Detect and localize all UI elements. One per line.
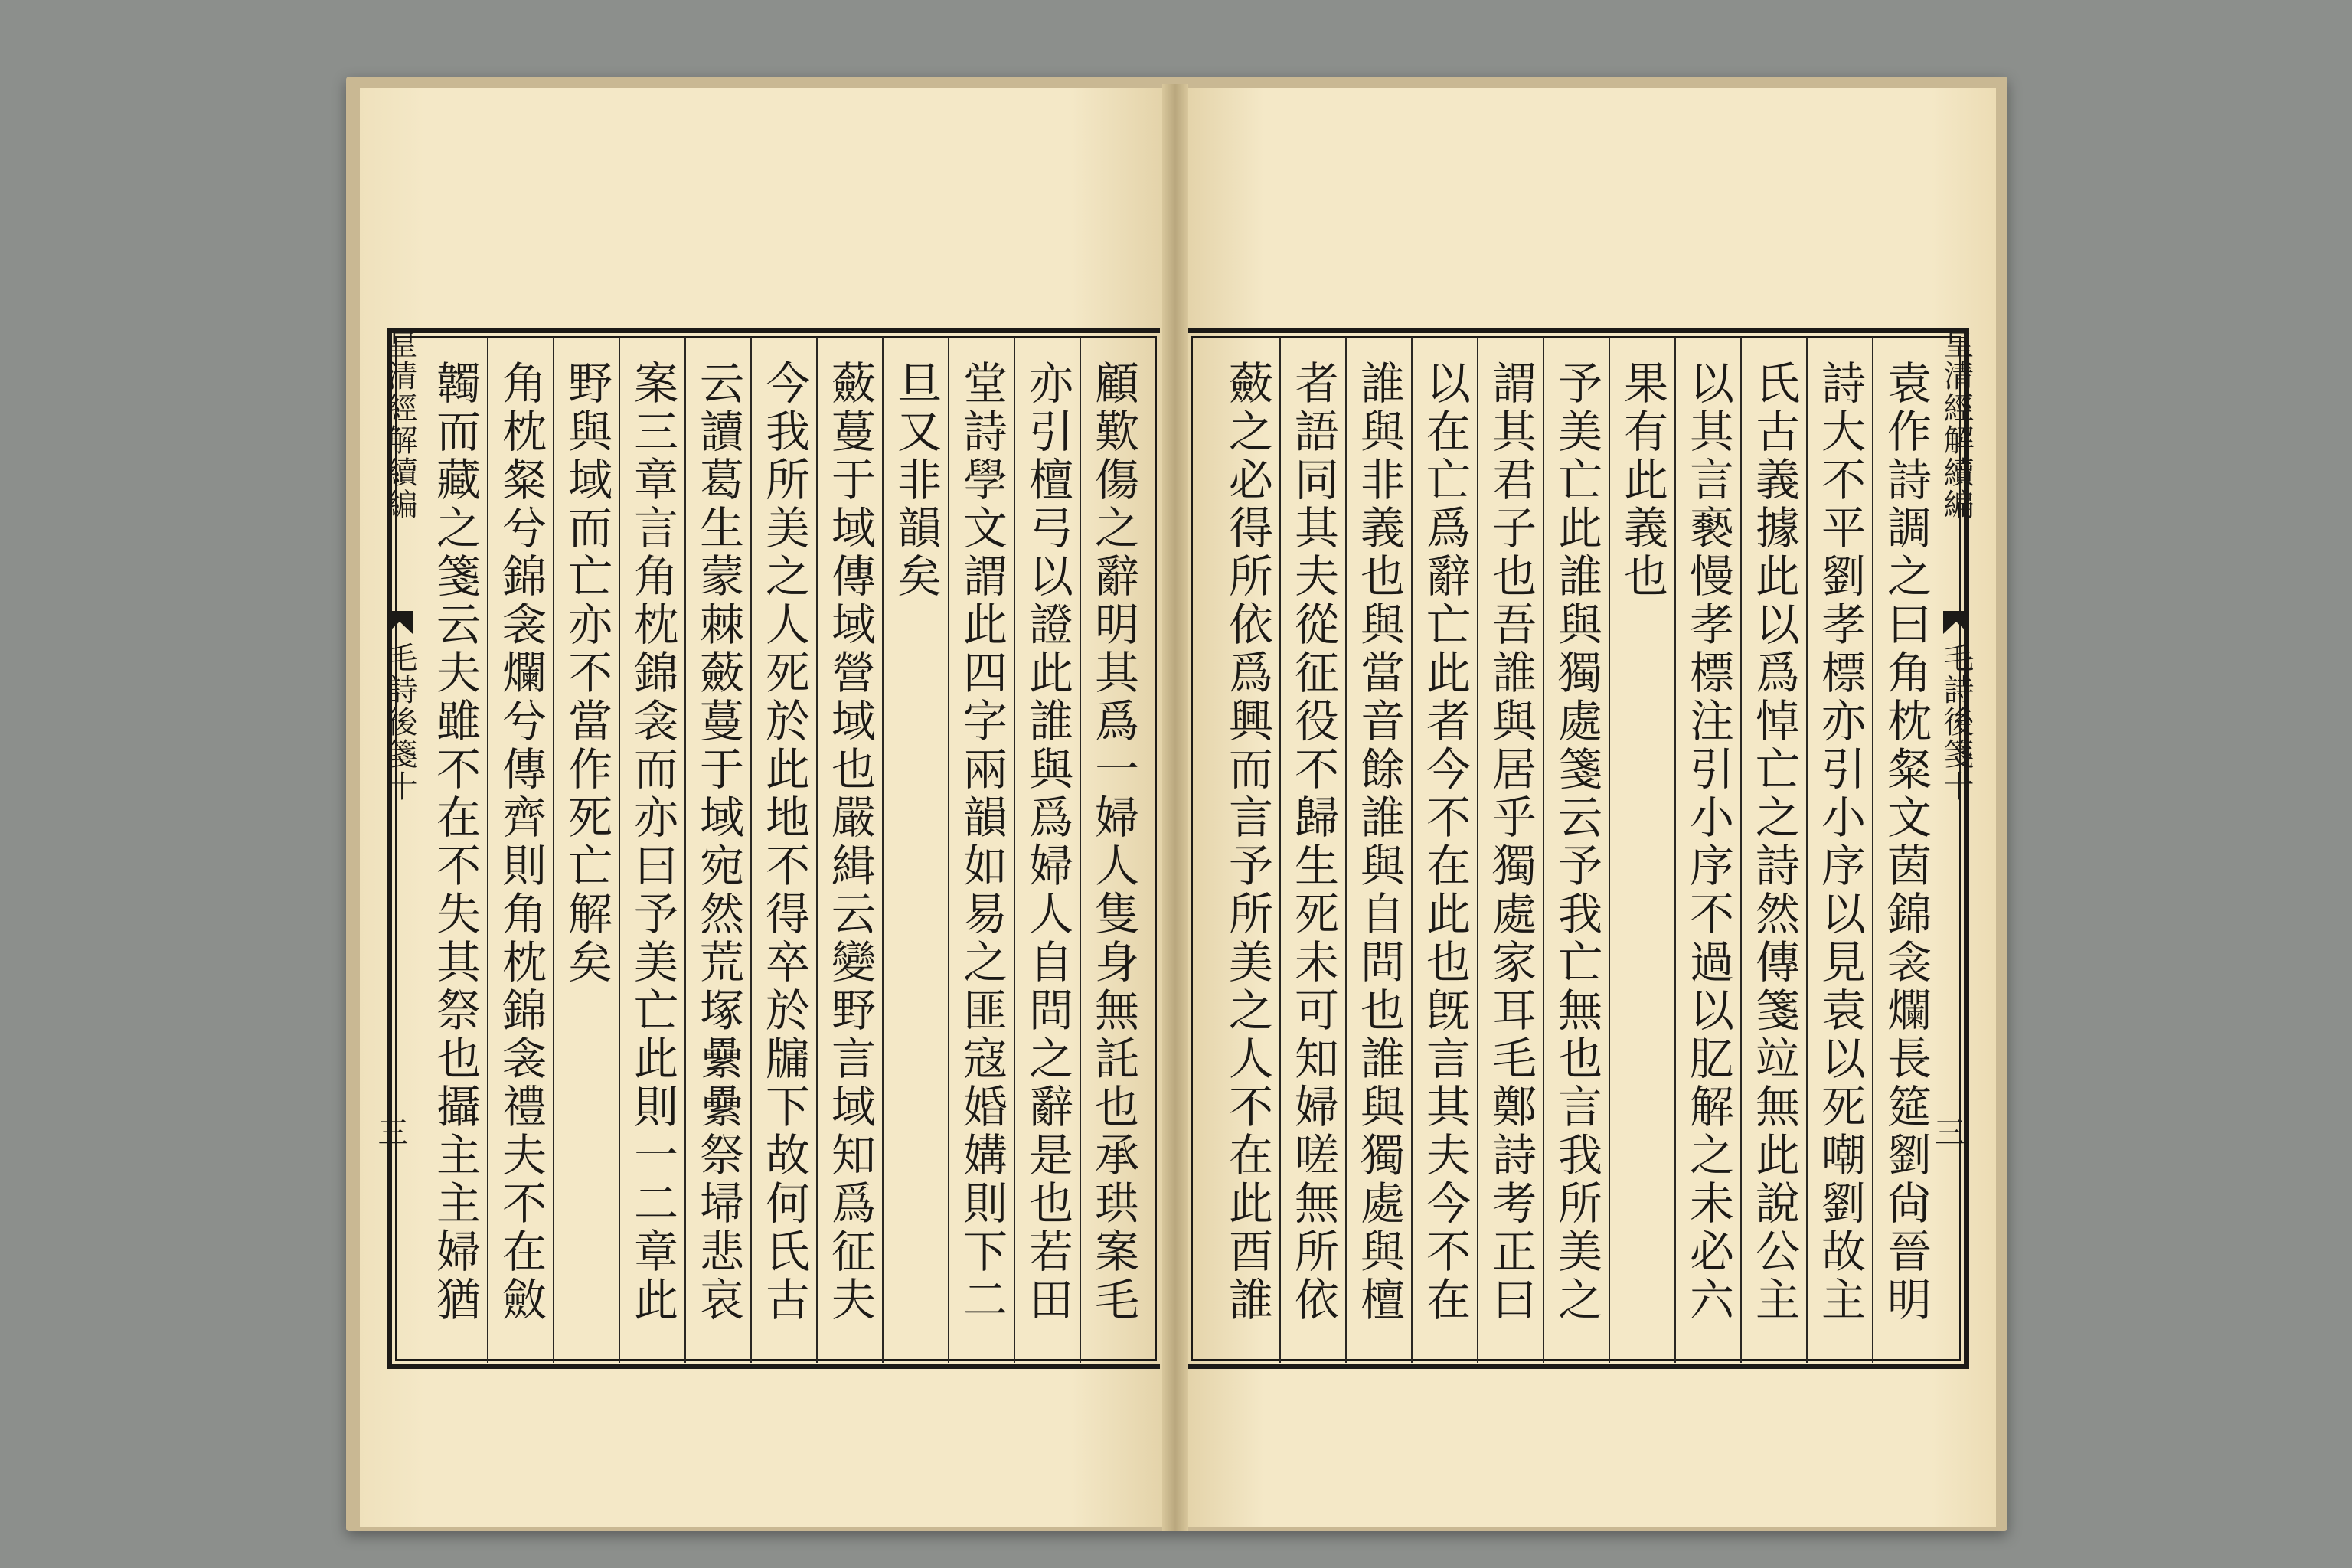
fishtail-icon <box>387 611 413 634</box>
left-page-banxin <box>373 328 417 1361</box>
text-column: 堂詩學文謂此四字兩韻如易之匪寇婚媾則下二 <box>956 360 1008 1325</box>
column-rule <box>750 337 752 1363</box>
column-rule <box>1543 337 1544 1363</box>
column-rule <box>1477 337 1478 1363</box>
column-rule <box>1609 337 1610 1363</box>
text-column: 旦又非韻矣 <box>890 360 942 601</box>
fishtail-icon <box>1943 611 1969 634</box>
text-column: 今我所美之人死於此地不得卒於牖下故何氏古 <box>758 360 810 1325</box>
text-column: 云讀葛生蒙棘蘞蔓于域宛然荒塚纍纍祭埽悲哀 <box>692 360 744 1325</box>
text-column: 亦引檀弓以證此誰與爲婦人自問之辭是也若田 <box>1021 360 1073 1325</box>
column-rule <box>1411 337 1413 1363</box>
column-rule <box>948 337 949 1363</box>
column-rule <box>487 337 488 1363</box>
text-column: 誰與非義也與當音餘誰與自問也誰與獨處與檀 <box>1353 360 1405 1325</box>
text-column: 予美亡此誰與獨處箋云予我亡無也言我所美之 <box>1550 360 1602 1325</box>
column-rule <box>1674 337 1676 1363</box>
left-banxin-page: 三 <box>373 1116 408 1147</box>
column-rule <box>553 337 554 1363</box>
text-column: 果有此義也 <box>1616 360 1668 601</box>
text-column: 袁作詩調之曰角枕粲文茵錦衾爛長筵劉尙晉明 <box>1880 360 1932 1325</box>
column-rule <box>1806 337 1808 1363</box>
text-column: 蘞之必得所依爲興而言予所美之人不在此酉誰 <box>1221 360 1273 1325</box>
column-rule <box>1080 337 1081 1363</box>
text-column: 野與域而亡亦不當作死亡解矣 <box>560 360 612 987</box>
text-column: 韣而藏之箋云夫雖不在不失其祭也攝主主婦猶 <box>429 360 481 1325</box>
left-banxin-title: 皇清經解續編 <box>382 328 417 521</box>
text-column: 案三章言角枕錦衾而亦曰予美亡此則一二章此 <box>626 360 678 1325</box>
column-rule <box>882 337 884 1363</box>
text-column: 詩大不平劉孝標亦引小序以見袁以死嘲劉故主 <box>1814 360 1866 1325</box>
left-banxin-section: 毛詩後箋十 <box>382 642 417 802</box>
column-rule <box>1014 337 1015 1363</box>
column-rule <box>1279 337 1281 1363</box>
text-column: 顧歎傷之辭明其爲一婦人隻身無託也承珙案毛 <box>1087 360 1139 1325</box>
column-rule <box>816 337 818 1363</box>
text-column: 者語同其夫從征役不歸生死未可知婦嗟無所依 <box>1287 360 1339 1325</box>
text-column: 角枕粲兮錦衾爛兮傳齊則角枕錦衾禮夫不在斂 <box>495 360 547 1325</box>
right-page-banxin <box>1929 328 1974 1361</box>
book-gutter <box>1162 84 1188 1531</box>
column-rule <box>1872 337 1873 1363</box>
column-rule <box>1345 337 1347 1363</box>
text-column: 氏古義據此以爲悼亡之詩然傳箋竝無此說公主 <box>1748 360 1800 1325</box>
column-rule <box>684 337 686 1363</box>
right-banxin-page: 三 <box>1929 1116 1965 1147</box>
text-column: 蘞蔓于域傳域營域也嚴緝云變野言域知爲征夫 <box>824 360 876 1325</box>
right-banxin-title: 皇清經解續編 <box>1939 328 1974 521</box>
column-rule <box>619 337 620 1363</box>
right-banxin-section: 毛詩後箋十 <box>1939 642 1974 802</box>
text-column: 謂其君子也吾誰與居乎獨處家耳毛鄭詩考正曰 <box>1485 360 1537 1325</box>
column-rule <box>1740 337 1742 1363</box>
text-column: 以在亡爲辭亡此者今不在此也旣言其夫今不在 <box>1419 360 1471 1325</box>
text-column: 以其言褻慢孝標注引小序不過以肊解之未必六 <box>1682 360 1734 1325</box>
